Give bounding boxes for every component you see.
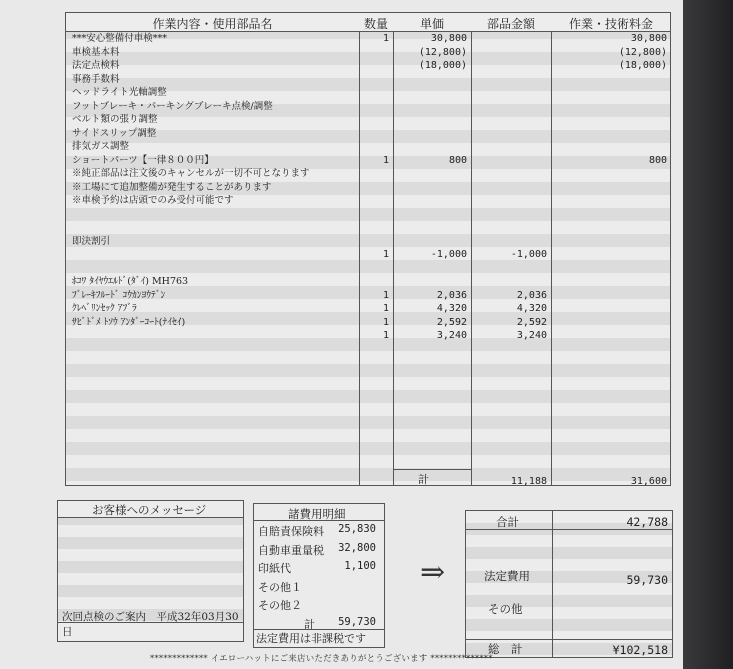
row-unit-price: (18,000): [418, 60, 467, 71]
fee-label: 自賠責保険料: [258, 525, 324, 538]
row-qty: 1: [382, 330, 389, 341]
row-unit-price: -1,000: [430, 249, 467, 260]
total-label: 計: [418, 473, 429, 486]
row-parts-amount: 3,240: [516, 330, 547, 341]
message-box: [57, 500, 244, 642]
table-header: [66, 13, 670, 32]
legal-fee-value: 59,730: [626, 573, 668, 587]
row-parts-amount: 2,036: [516, 289, 547, 301]
fee-label: 印紙代: [258, 562, 291, 575]
parts-total: 11,188: [510, 476, 547, 487]
other-label: その他: [488, 602, 523, 616]
row-labor-fee: 800: [648, 154, 667, 166]
fee-label: その他２: [258, 599, 302, 612]
row-item-name: ショートパーツ【一律８００円】: [72, 154, 214, 166]
fees-title: 諸費用明細: [288, 507, 346, 521]
row-item-name: 即決割引: [72, 235, 111, 247]
arrow-icon: ⇒: [420, 555, 446, 590]
row-item-name: フットブレーキ・パーキングブレーキ点検/調整: [72, 100, 273, 112]
row-item-name: ｻﾋﾞﾄﾞﾒ ﾄｿｳ ｱﾝﾀﾞｰｺｰﾄ(ﾅｲｾｲ): [72, 316, 186, 328]
row-unit-price: 3,240: [436, 330, 467, 341]
row-qty: 1: [382, 249, 389, 260]
row-item-name: 車検基本料: [72, 46, 120, 58]
row-item-name: 事務手数料: [72, 73, 120, 85]
header-labor-fee: 作業・技術料金: [568, 17, 653, 31]
row-item-name: 法定点検料: [72, 60, 120, 71]
next-inspection-note: 次回点検のご案内 平成32年03月30日: [62, 611, 239, 638]
row-unit-price: 30,800: [430, 33, 467, 44]
row-item-name: ***安心整備付車検***: [72, 33, 168, 44]
fee-value: 25,830: [338, 523, 376, 535]
fee-label: 自動車重量税: [258, 543, 324, 557]
fee-value: 1,100: [344, 560, 376, 572]
estimate-table: [65, 12, 671, 486]
row-parts-amount: 4,320: [516, 303, 547, 314]
subtotal-value: 42,788: [626, 515, 668, 529]
header-item-name: 作業内容・使用部品名: [152, 17, 273, 31]
row-qty: 1: [382, 303, 389, 314]
row-labor-fee: (12,800): [618, 46, 667, 58]
row-unit-price: 800: [448, 154, 467, 166]
row-unit-price: 2,036: [436, 289, 467, 301]
row-item-name: ベルト類の張り調整: [72, 114, 158, 125]
grand-total-value: ¥102,518: [612, 643, 668, 657]
row-parts-amount: 2,592: [516, 316, 547, 328]
row-item-name: ※純正部品は注文後のキャンセルが一切不可となります: [72, 168, 310, 179]
footer-thanks: ************* イエローハットにご来店いただきありがとうございます **************: [150, 654, 493, 664]
row-item-name: ヘッドライト光軸調整: [72, 87, 167, 98]
row-qty: 1: [382, 316, 389, 328]
car-seat-background: [683, 0, 733, 669]
fee-row: [258, 579, 380, 597]
row-unit-price: 4,320: [436, 303, 467, 314]
header-parts-amount: 部品金額: [486, 17, 535, 31]
fee-label: その他１: [258, 580, 302, 594]
header-unit-price: 単価: [419, 17, 444, 31]
summary-box: [465, 510, 673, 658]
subtotal-label: 合計: [496, 515, 519, 529]
fee-row: [258, 542, 380, 560]
row-unit-price: 2,592: [436, 316, 467, 328]
fee-row: [258, 560, 380, 578]
header-qty: 数量: [363, 17, 388, 31]
row-item-name: ﾌﾞﾚｰｷﾌﾙｰﾄﾞ ｺｳｶﾝﾖｳﾃﾞﾝ: [72, 289, 166, 301]
fees-note: 法定費用は非課税です: [256, 632, 366, 645]
row-item-name: サイドスリップ調整: [72, 127, 157, 139]
fee-value: 59,730: [338, 615, 376, 628]
row-labor-fee: (18,000): [618, 60, 667, 71]
legal-fee-label: 法定費用: [484, 569, 530, 583]
row-item-name: ※工場にて追加整備が発生することがあります: [72, 181, 272, 193]
row-parts-amount: -1,000: [510, 249, 547, 260]
fee-label: 計: [304, 617, 315, 631]
row-item-name: ※車検予約は店頭でのみ受付可能です: [72, 195, 234, 206]
row-qty: 1: [382, 33, 389, 44]
row-labor-fee: 30,800: [630, 33, 667, 44]
row-unit-price: (12,800): [418, 46, 467, 58]
row-item-name: 排気ガス調整: [72, 141, 130, 152]
message-box-title: お客様へのメッセージ: [92, 503, 207, 517]
row-qty: 1: [382, 154, 389, 166]
row-qty: 1: [382, 289, 389, 301]
grand-total-label: 総 計: [488, 642, 523, 656]
row-item-name: ｸﾚﾍﾞﾘﾝｾｯｸ ｱﾌﾞﾗ: [72, 303, 137, 314]
row-item-name: ﾎｺﾜ ﾀｲﾔｳｴﾙﾄﾞ(ﾀﾞｲ) MH763: [72, 276, 189, 287]
fee-row: [258, 597, 380, 615]
fee-row: [258, 523, 380, 541]
fee-value: 32,800: [338, 541, 376, 554]
labor-total: 31,600: [630, 476, 667, 487]
fees-box: [253, 503, 385, 648]
